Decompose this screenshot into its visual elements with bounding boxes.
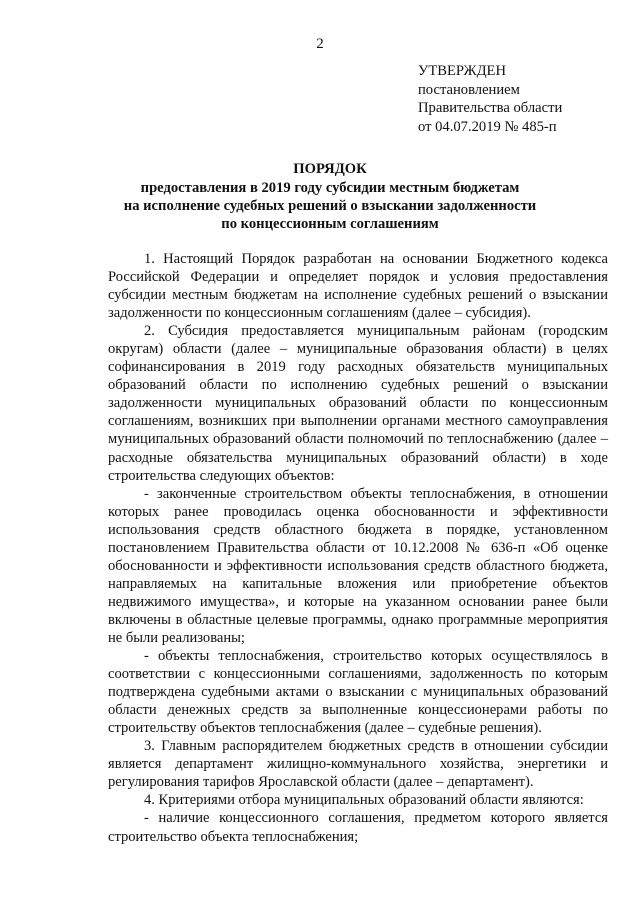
title-main: ПОРЯДОК — [293, 161, 367, 177]
title-line: по концессионным соглашениям — [221, 216, 439, 232]
paragraph: 2. Субсидия предоставляется муниципальным районам (городским округам) области (далее – муниципальные образования области) в целях софинансирования в 2019 году расходных обязательств муниципальных образований области по исполнению судебных решений о взыскании задолженности муниципальных образований области по концессионным соглашениям, возникших при выполнении органами местного самоуправления муниципальных образований области полномочий по теплоснабжению (далее – расходные обязательства муниципальных образований области) в ходе строительства следующих объектов: — [108, 323, 608, 484]
paragraph: 4. Критериями отбора муниципальных образований области являются: — [144, 792, 584, 809]
approval-line: постановлением — [418, 81, 520, 98]
title-line: предоставления в 2019 году субсидии местным бюджетам — [140, 180, 520, 196]
document-body — [108, 250, 608, 846]
approval-line: Правительства области — [418, 100, 563, 116]
approval-line: от 04.07.2019 № 485-п — [418, 118, 557, 135]
paragraph: - наличие концессионного соглашения, предметом которого является строительство объекта теплоснабжения; — [108, 810, 608, 845]
paragraph: - законченные строительством объекты теплоснабжения, в отношении которых ранее проводилась оценка обоснованности и эффективности использования средств областного бюджета в порядке, установленном постановлением Правительства области от 10.12.2008 № 636-п «Об оценке обоснованности и эффективности использования средств областного бюджета, направляемых на капитальные вложения или приобретение объектов недвижимого имущества», и которые на указанном основании ранее были включены в областные целевые программы, однако программные мероприятия не были реализованы; — [108, 485, 608, 646]
document-title — [60, 160, 600, 233]
approval-stamp — [418, 62, 628, 136]
paragraph: - объекты теплоснабжения, строительство которых осуществлялось в соответствии с концессионными соглашениями, задолженность по которым подтверждена судебными актами о взыскании с муниципальных образований области денежных средств за выполненные концессионерами работы по строительству объектов теплоснабжения (далее – судебные решения). — [108, 648, 608, 737]
paragraph: 3. Главным распорядителем бюджетных средств в отношении субсидии является департамент жилищно-коммунального хозяйства, энергетики и регулирования тарифов Ярославской области (далее – департамент). — [108, 738, 608, 791]
approval-line: УТВЕРЖДЕН — [418, 63, 506, 79]
paragraph: 1. Настоящий Порядок разработан на основании Бюджетного кодекса Российской Федерации и определяет порядок и условия предоставления субсидии местным бюджетам на исполнение судебных решений о взыскании задолженности по концессионным соглашениям (далее – субсидия). — [108, 251, 608, 322]
title-line: на исполнение судебных решений о взыскании задолженности — [123, 198, 537, 214]
page-number: 2 — [316, 36, 324, 52]
